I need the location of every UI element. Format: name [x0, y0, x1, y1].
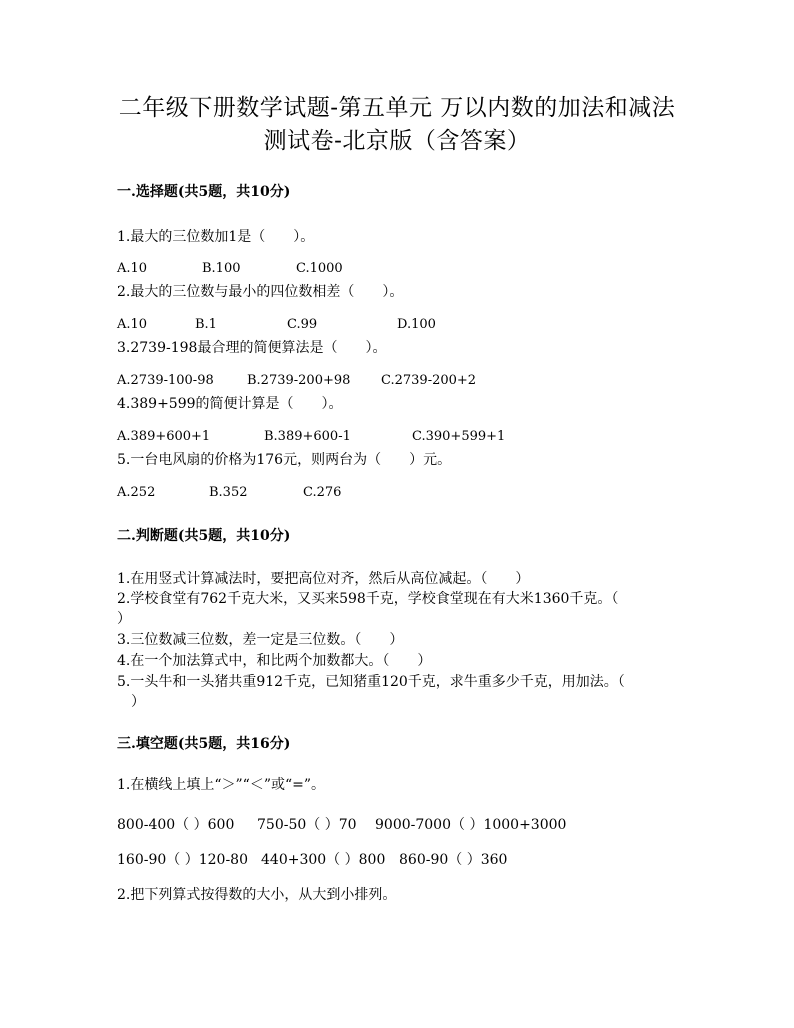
option-b: B.389+600-1 — [264, 429, 351, 444]
section-2-heading: 二.判断题(共5题，共10分) — [117, 528, 291, 544]
option-c: C.276 — [303, 485, 342, 500]
option-c: C.390+599+1 — [412, 429, 506, 444]
s1-question-2: 2.最大的三位数与最小的四位数相差（ ）。 — [117, 284, 404, 300]
option-a: A.389+600+1 — [117, 429, 211, 444]
comparison-item: 440+300（ ）800 — [261, 852, 386, 868]
option-b: B.352 — [209, 485, 248, 500]
document-title-line-2: 测试卷-北京版（含答案） — [263, 128, 531, 154]
s1-question-5: 5.一台电风扇的价格为176元，则两台为（ ）元。 — [117, 452, 452, 468]
option-a: A.252 — [117, 485, 156, 500]
section-1-heading: 一.选择题(共5题，共10分) — [117, 184, 291, 200]
s1-question-4: 4.389+599的简便计算是（ ）。 — [117, 396, 343, 412]
s3-question-1: 1.在横线上填上“＞”“＜”或“=”。 — [117, 777, 326, 793]
option-b: B.100 — [202, 261, 241, 276]
comparison-item: 750-50（ ）70 — [257, 817, 357, 833]
s3-question-2: 2.把下列算式按得数的大小，从大到小排列。 — [117, 887, 397, 903]
option-c: C.2739-200+2 — [381, 373, 477, 388]
s2-question-4: 4.在一个加法算式中，和比两个加数都大。（ ） — [117, 653, 432, 669]
option-b: B.1 — [195, 317, 217, 332]
s2-question-5-cont: ） — [117, 694, 145, 710]
option-a: A.10 — [117, 261, 148, 276]
s2-question-3: 3.三位数减三位数，差一定是三位数。（ ） — [117, 632, 404, 648]
s2-question-1: 1.在用竖式计算减法时，要把高位对齐，然后从高位减起。（ ） — [117, 571, 530, 587]
option-a: A.10 — [117, 317, 148, 332]
s1-question-3: 3.2739-198最合理的简便算法是（ ）。 — [117, 340, 387, 356]
option-c: C.99 — [287, 317, 318, 332]
document-title-line-1: 二年级下册数学试题-第五单元 万以内数的加法和减法 — [118, 95, 676, 121]
s2-question-5: 5.一头牛和一头猪共重912千克，已知猪重120千克，求牛重多少千克，用加法。（ — [117, 674, 625, 690]
comparison-item: 160-90（ ）120-80 — [117, 852, 248, 868]
comparison-item: 9000-7000（ ）1000+3000 — [375, 817, 567, 833]
comparison-item: 800-400（ ）600 — [117, 817, 235, 833]
s1-question-1: 1.最大的三位数加1是（ ）。 — [117, 229, 315, 245]
s2-question-2: 2.学校食堂有762千克大米，又买来598千克，学校食堂现在有大米1360千克。（ — [117, 591, 619, 607]
section-3-heading: 三.填空题(共5题，共16分) — [117, 736, 291, 752]
option-d: D.100 — [397, 317, 436, 332]
s2-question-2-cont: ） — [117, 611, 131, 627]
option-a: A.2739-100-98 — [117, 373, 214, 388]
option-c: C.1000 — [296, 261, 343, 276]
comparison-item: 860-90（ ）360 — [399, 852, 508, 868]
option-b: B.2739-200+98 — [247, 373, 351, 388]
